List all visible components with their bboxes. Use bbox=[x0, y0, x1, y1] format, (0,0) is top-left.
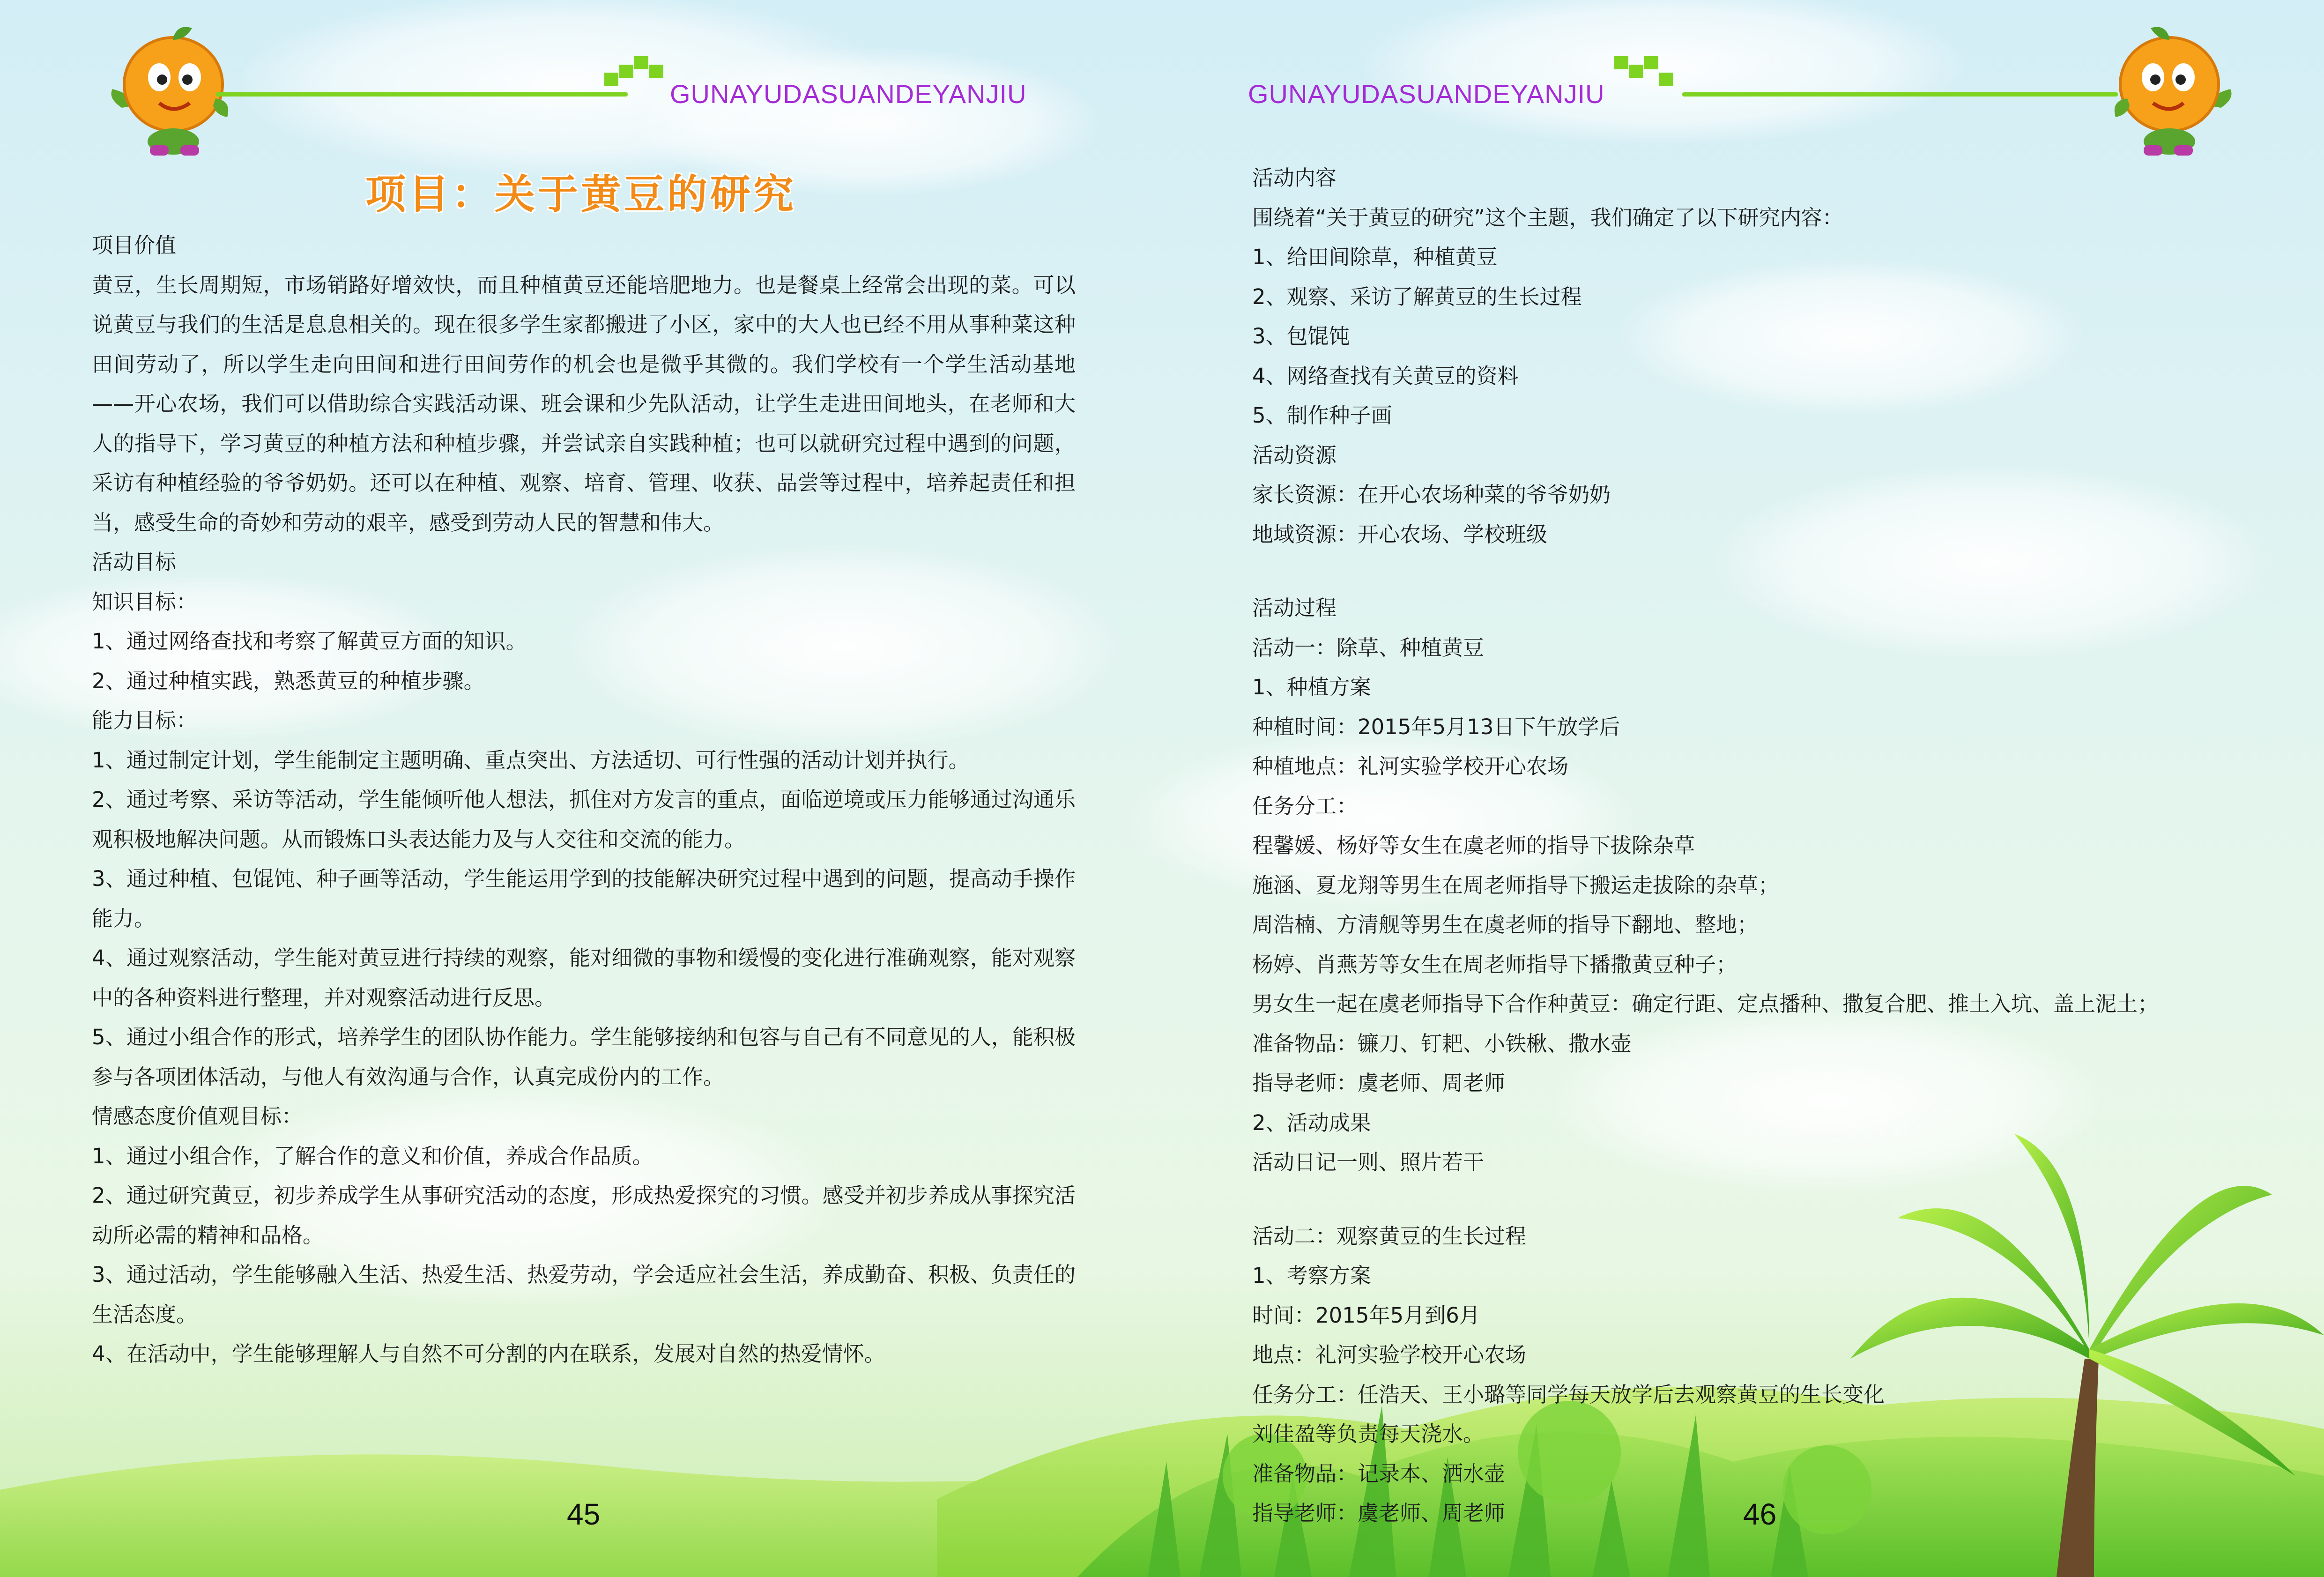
decorative-squares-icon bbox=[1610, 52, 1675, 89]
section-heading: 活动内容 bbox=[1252, 165, 1337, 190]
list-item: 2、观察、采访了解黄豆的生长过程 bbox=[1252, 284, 1582, 309]
running-title: GUNAYUDASUANDEYANJIU bbox=[670, 79, 1027, 109]
left-body-text bbox=[92, 226, 1076, 1374]
list-item: 3、通过活动，学生能够融入生活、热爱生活、热爱劳动，学会适应社会生活，养成勤奋、积极、负责任的生活态度。 bbox=[92, 1262, 1076, 1327]
sub-heading: 情感态度价值观目标： bbox=[92, 1104, 303, 1129]
text-line: 家长资源：在开心农场种菜的爷爷奶奶 bbox=[1252, 482, 1611, 507]
text-line: 种植地点：礼河实验学校开心农场 bbox=[1252, 754, 1569, 779]
list-item: 3、通过种植、包馄饨、种子画等活动，学生能运用学到的技能解决研究过程中遇到的问题，提高动手操作能力。 bbox=[92, 866, 1076, 931]
page-number: 46 bbox=[1743, 1497, 1777, 1531]
sub-heading: 活动一：除草、种植黄豆 bbox=[1252, 635, 1485, 660]
list-item: 2、通过种植实践，熟悉黄豆的种植步骤。 bbox=[92, 668, 485, 693]
list-item: 1、通过网络查找和考察了解黄豆方面的知识。 bbox=[92, 629, 527, 654]
list-item: 1、考察方案 bbox=[1252, 1263, 1371, 1288]
spacer bbox=[1252, 554, 2213, 588]
text-line: 时间：2015年5月到6月 bbox=[1252, 1302, 1480, 1328]
text-line: 指导老师：虞老师、周老师 bbox=[1252, 1501, 1506, 1525]
list-item: 4、通过观察活动，学生能对黄豆进行持续的观察，能对细微的事物和缓慢的变化进行准确观察，能对观察中的各种资料进行整理，并对观察活动进行反思。 bbox=[92, 945, 1076, 1010]
list-item: 5、制作种子画 bbox=[1252, 403, 1392, 428]
list-item: 5、通过小组合作的形式，培养学生的团队协作能力。学生能够接纳和包容与自己有不同意见的人，能积极参与各项团体活动，与他人有效沟通与合作，认真完成份内的工作。 bbox=[92, 1025, 1076, 1089]
sub-heading: 能力目标： bbox=[92, 708, 198, 733]
list-item: 4、网络查找有关黄豆的资料 bbox=[1252, 363, 1519, 388]
page-title: 项目：关于黄豆的研究 bbox=[365, 171, 796, 218]
text-line: 刘佳盈等负责每天浇水。 bbox=[1252, 1421, 1485, 1446]
text-line: 施涵、夏龙翔等男生在周老师指导下搬运走拔除的杂草； bbox=[1252, 872, 1780, 898]
section-heading: 活动过程 bbox=[1252, 595, 1337, 620]
page-number: 45 bbox=[567, 1497, 601, 1531]
list-item: 1、种植方案 bbox=[1252, 675, 1371, 699]
text-line: 指导老师：虞老师、周老师 bbox=[1252, 1071, 1506, 1095]
text-line: 程馨媛、杨妤等女生在虞老师的指导下拔除杂草 bbox=[1252, 833, 1695, 858]
text-line: 周浩楠、方清舰等男生在虞老师的指导下翻地、整地； bbox=[1252, 912, 1759, 937]
list-item: 2、活动成果 bbox=[1252, 1110, 1371, 1135]
text-line: 活动日记一则、照片若干 bbox=[1252, 1150, 1485, 1175]
paragraph: 黄豆，生长周期短，市场销路好增效快，而且种植黄豆还能培肥地力。也是餐桌上经常会出现的菜。可以说黄豆与我们的生活是息息相关的。现在很多学生家都搬进了小区，家中的大人也已经不用从事种菜这种田间劳动了，所以学生走向田间和进行田间劳作的机会也是微乎其微的。我们学校有一个学生活动基地——开心农场，我们可以借助综合实践活动课、班会课和少先队活动，让学生走进田间地头，在老师和大人的指导下，学习黄豆的种植方法和种植步骤，并尝试亲自实践种植；也可以就研究过程中遇到的问题，采访有种植经验的爷爷奶奶。还可以在种植、观察、培育、管理、收获、品尝等过程中，培养起责任和担当，感受生命的奇妙和劳动的艰辛，感受到劳动人民的智慧和伟大。 bbox=[92, 272, 1076, 535]
orange-mascot-icon bbox=[103, 19, 234, 159]
section-heading: 项目价值 bbox=[92, 233, 177, 258]
list-item: 1、给田间除草，种植黄豆 bbox=[1252, 245, 1498, 269]
list-item: 2、通过研究黄豆，初步养成学生从事研究活动的态度，形成热爱探究的习惯。感受并初步养成从事探究活动所必需的精神和品格。 bbox=[92, 1183, 1076, 1248]
right-page bbox=[1162, 0, 2324, 1577]
text-line: 杨婷、肖燕芳等女生在周老师指导下播撒黄豆种子； bbox=[1252, 952, 1737, 977]
right-body-text bbox=[1252, 158, 2213, 1533]
running-title: GUNAYUDASUANDEYANJIU bbox=[1248, 79, 1605, 109]
section-heading: 活动资源 bbox=[1252, 442, 1337, 468]
text-line: 围绕着“关于黄豆的研究”这个主题，我们确定了以下研究内容： bbox=[1252, 205, 1843, 230]
text-line: 地域资源：开心农场、学校班级 bbox=[1252, 521, 1548, 547]
decorative-squares-icon bbox=[604, 52, 670, 89]
text-line: 男女生一起在虞老师指导下合作种黄豆：确定行距、定点播种、撒复合肥、推土入坑、盖上泥土； bbox=[1252, 991, 2159, 1016]
sub-heading: 知识目标： bbox=[92, 589, 198, 614]
list-item: 1、通过小组合作，了解合作的意义和价值，养成合作品质。 bbox=[92, 1143, 653, 1168]
list-item: 4、在活动中，学生能够理解人与自然不可分割的内在联系，发展对自然的热爱情怀。 bbox=[92, 1341, 885, 1366]
text-line: 准备物品：记录本、洒水壶 bbox=[1252, 1461, 1506, 1486]
list-item: 2、通过考察、采访等活动，学生能倾听他人想法，抓住对方发言的重点，面临逆境或压力能够通过沟通乐观积极地解决问题。从而锻炼口头表达能力及与人交往和交流的能力。 bbox=[92, 787, 1076, 852]
sub-heading: 活动二：观察黄豆的生长过程 bbox=[1252, 1223, 1527, 1249]
section-heading: 活动目标 bbox=[92, 550, 177, 574]
text-line: 地点：礼河实验学校开心农场 bbox=[1252, 1342, 1527, 1367]
orange-mascot-icon bbox=[2109, 19, 2240, 159]
text-line: 准备物品：镰刀、钉耙、小铁楸、撒水壶 bbox=[1252, 1031, 1632, 1056]
header-rule-left bbox=[215, 92, 628, 97]
list-item: 1、通过制定计划，学生能制定主题明确、重点突出、方法适切、可行性强的活动计划并执行。 bbox=[92, 747, 970, 773]
text-line: 任务分工： bbox=[1252, 793, 1358, 818]
header-rule-right bbox=[1682, 92, 2118, 97]
text-line: 种植时间：2015年5月13日下午放学后 bbox=[1252, 714, 1620, 739]
list-item: 3、包馄饨 bbox=[1252, 324, 1350, 349]
spacer bbox=[1252, 1183, 2213, 1217]
text-line: 任务分工：任浩天、王小璐等同学每天放学后去观察黄豆的生长变化 bbox=[1252, 1382, 1885, 1407]
